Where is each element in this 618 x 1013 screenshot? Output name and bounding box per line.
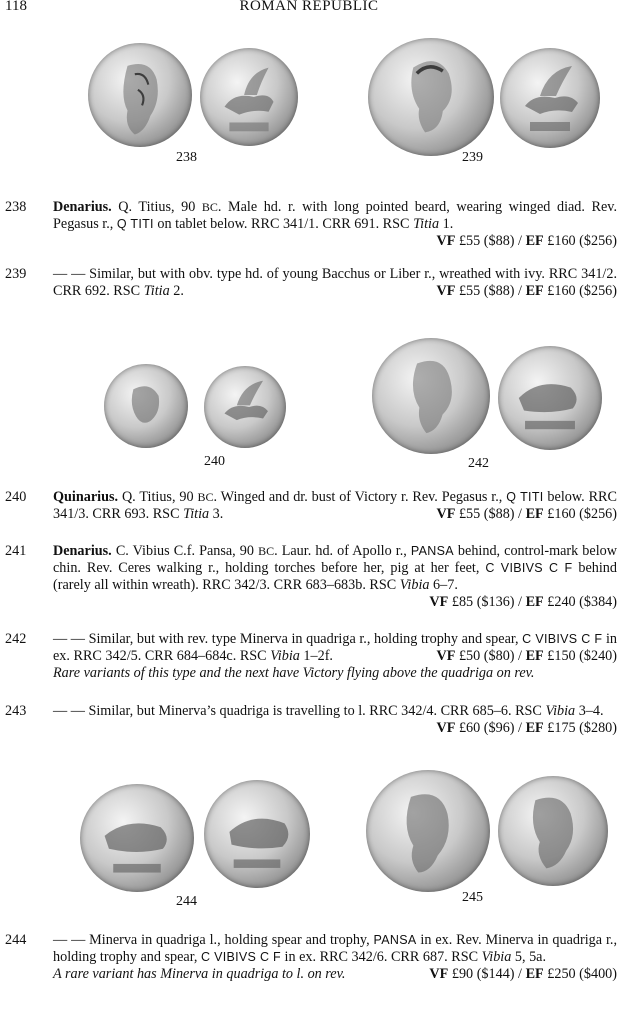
entry-text-segment: behind (rarely all within wreath). RRC 342/3. CRR 683–683b. RSC [53,560,617,593]
grade-ef: EF [525,283,544,299]
price-ef: £160 ($256) [543,283,617,299]
entry-text-segment: 3. [209,506,224,522]
plate-number: 244 [176,894,197,909]
coin-reverse-bearded-head [498,776,608,886]
plate-number: 242 [468,456,489,471]
variant-note: A rare variant has Minerva in quadriga to l. on rev. [53,966,346,982]
entry-text [53,932,617,983]
entry-number: 239 [5,266,27,282]
variant-note: Rare variants of this type and the next have Victory flying above the quadriga on rev. [53,665,535,681]
price-ef: £250 ($400) [543,966,617,982]
grade-vf: VF [436,233,456,249]
entry-text-segment: below. RRC 341/3. CRR 693. RSC [53,489,617,522]
coin-reverse-pegasus [500,48,600,148]
coin-reverse-minerva-quadriga [204,780,310,888]
entry-text-segment: — — Similar, but Minerva’s quadriga is travelling to l. RRC 342/4. CRR 685–6. RSC [53,703,546,719]
entry-number: 241 [5,543,27,559]
entry-text-segment: Q. Titius, 90 [111,199,202,215]
grade-ef: EF [525,506,544,522]
bc-label: BC [197,490,214,504]
price-ef: £240 ($384) [543,594,617,610]
price-vf: £85 ($136) / [448,594,526,610]
grade-vf: VF [436,720,456,736]
entry-text-segment: behind, control-mark below chin. Rev. Ceres walking r., holding torches before her, pig at her feet, [53,543,617,576]
entry-number: 240 [5,489,27,505]
coin-obverse-bearded-head [88,43,192,147]
coin-reverse-pegasus [200,48,298,146]
coin-legend: PANSA [410,544,454,558]
entry-text-segment: 1. [439,216,454,232]
bc-label: BC [258,544,275,558]
coin-legend: C VIBIVS C F [200,950,281,964]
entry-text-segment: on tablet below. RRC 341/1. CRR 691. RSC [153,216,414,232]
plate-number: 240 [204,454,225,469]
valuation [53,594,617,611]
grade-ef: EF [525,233,544,249]
coin-legend: PANSA [373,933,417,947]
entry-text-segment: 1–2f. [299,648,333,664]
running-head: ROMAN REPUBLIC [239,0,379,14]
coin-legend: Q TITI [116,217,154,231]
valuation [53,233,617,250]
coin-plate-238 [88,38,308,165]
entry-text-segment: — — Minerva in quadriga l., holding spear and trophy, [53,932,374,948]
price-vf: £60 ($96) / [455,720,526,736]
denomination-label: Denarius. [53,199,112,215]
coin-plate-239 [368,38,600,164]
entry-text-segment: — — Similar, but with rev. type Minerva in quadriga r., holding trophy and spear, [53,631,523,647]
entry-number: 243 [5,703,27,719]
grade-ef: EF [525,966,544,982]
coin-obverse-apollo-head [372,338,490,454]
coin-reverse-minerva-quadriga [498,346,602,450]
coin-legend: C VIBIVS C F [522,632,603,646]
plate-number: 238 [176,150,197,165]
denomination-label: Denarius. [53,543,112,559]
reference-name: Titia [143,283,170,299]
reference-name: Titia [413,216,440,232]
price-vf: £50 ($80) / [455,648,526,664]
plate-number: 239 [462,150,483,165]
entry-text-segment: . Male hd. r. with long pointed beard, wearing winged diad. Rev. Pegasus r., [53,199,617,232]
coin-plate-242 [372,338,612,472]
coin-obverse-victory-bust [104,364,188,448]
coin-reverse-pegasus [204,366,286,448]
coin-legend: Q TITI [506,490,544,504]
entry-text-segment: in ex. RRC 342/5. CRR 684–684c. RSC [53,631,617,664]
bc-label: BC [201,200,218,214]
coin-obverse-young-bacchus-head [368,38,494,156]
grade-ef: EF [525,648,544,664]
entry-text-segment: C. Vibius C.f. Pansa, 90 [111,543,259,559]
coin-obverse-minerva-quadriga [80,784,194,892]
price-ef: £150 ($240) [543,648,617,664]
entry-text [53,489,617,523]
entry-text-segment: . Laur. hd. of Apollo r., [274,543,411,559]
entry-number: 242 [5,631,27,647]
page-header [0,0,618,24]
entry-text-segment: — — Similar, but with obv. type hd. of young Bacchus or Liber r., wreathed with ivy. RRC 341/2. CRR 692. RSC [53,266,617,299]
entry-text [53,266,617,300]
reference-name: Vibia [481,949,512,965]
entry-text-segment: 2. [169,283,184,299]
entry-text [53,631,617,682]
grade-vf: VF [436,283,456,299]
plate-number: 245 [462,890,483,905]
coin-plate-245 [366,770,614,912]
price-vf: £90 ($144) / [448,966,526,982]
grade-ef: EF [525,594,544,610]
reference-name: Vibia [270,648,300,664]
page-number: 118 [5,0,27,14]
entry-text-segment: 5, 5a. [511,949,547,965]
grade-ef: EF [525,720,544,736]
entry-text-segment: in ex. Rev. Minerva in quadriga r., holding trophy and spear, [53,932,617,965]
coin-legend: C VIBIVS C F [485,561,573,575]
entry-text [53,199,617,250]
price-vf: £55 ($88) / [455,283,526,299]
entry-text-segment: 3–4. [575,703,604,719]
grade-vf: VF [436,506,456,522]
entry-text-segment: Q. Titius, 90 [118,489,198,505]
entry-text-segment: in ex. RRC 342/6. CRR 687. RSC [281,949,482,965]
grade-vf: VF [429,966,449,982]
denomination-label: Quinarius. [53,489,119,505]
reference-name: Titia [183,506,210,522]
entry-text [53,703,617,737]
entry-text [53,543,617,611]
entry-number: 238 [5,199,27,215]
reference-name: Vibia [545,703,576,719]
coin-obverse-bearded-head-bucranium [366,770,490,892]
price-ef: £175 ($280) [543,720,617,736]
price-ef: £160 ($256) [543,506,617,522]
grade-vf: VF [436,648,456,664]
coin-plate-244 [80,776,310,912]
grade-vf: VF [429,594,449,610]
entry-number: 244 [5,932,27,948]
entry-text-segment: . Winged and dr. bust of Victory r. Rev. Pegasus r., [213,489,507,505]
price-vf: £55 ($88) / [455,233,526,249]
price-vf: £55 ($88) / [455,506,526,522]
price-ef: £160 ($256) [543,233,617,249]
coin-plate-240 [104,360,284,472]
reference-name: Vibia [399,577,430,593]
entry-text-segment: 6–7. [429,577,458,593]
